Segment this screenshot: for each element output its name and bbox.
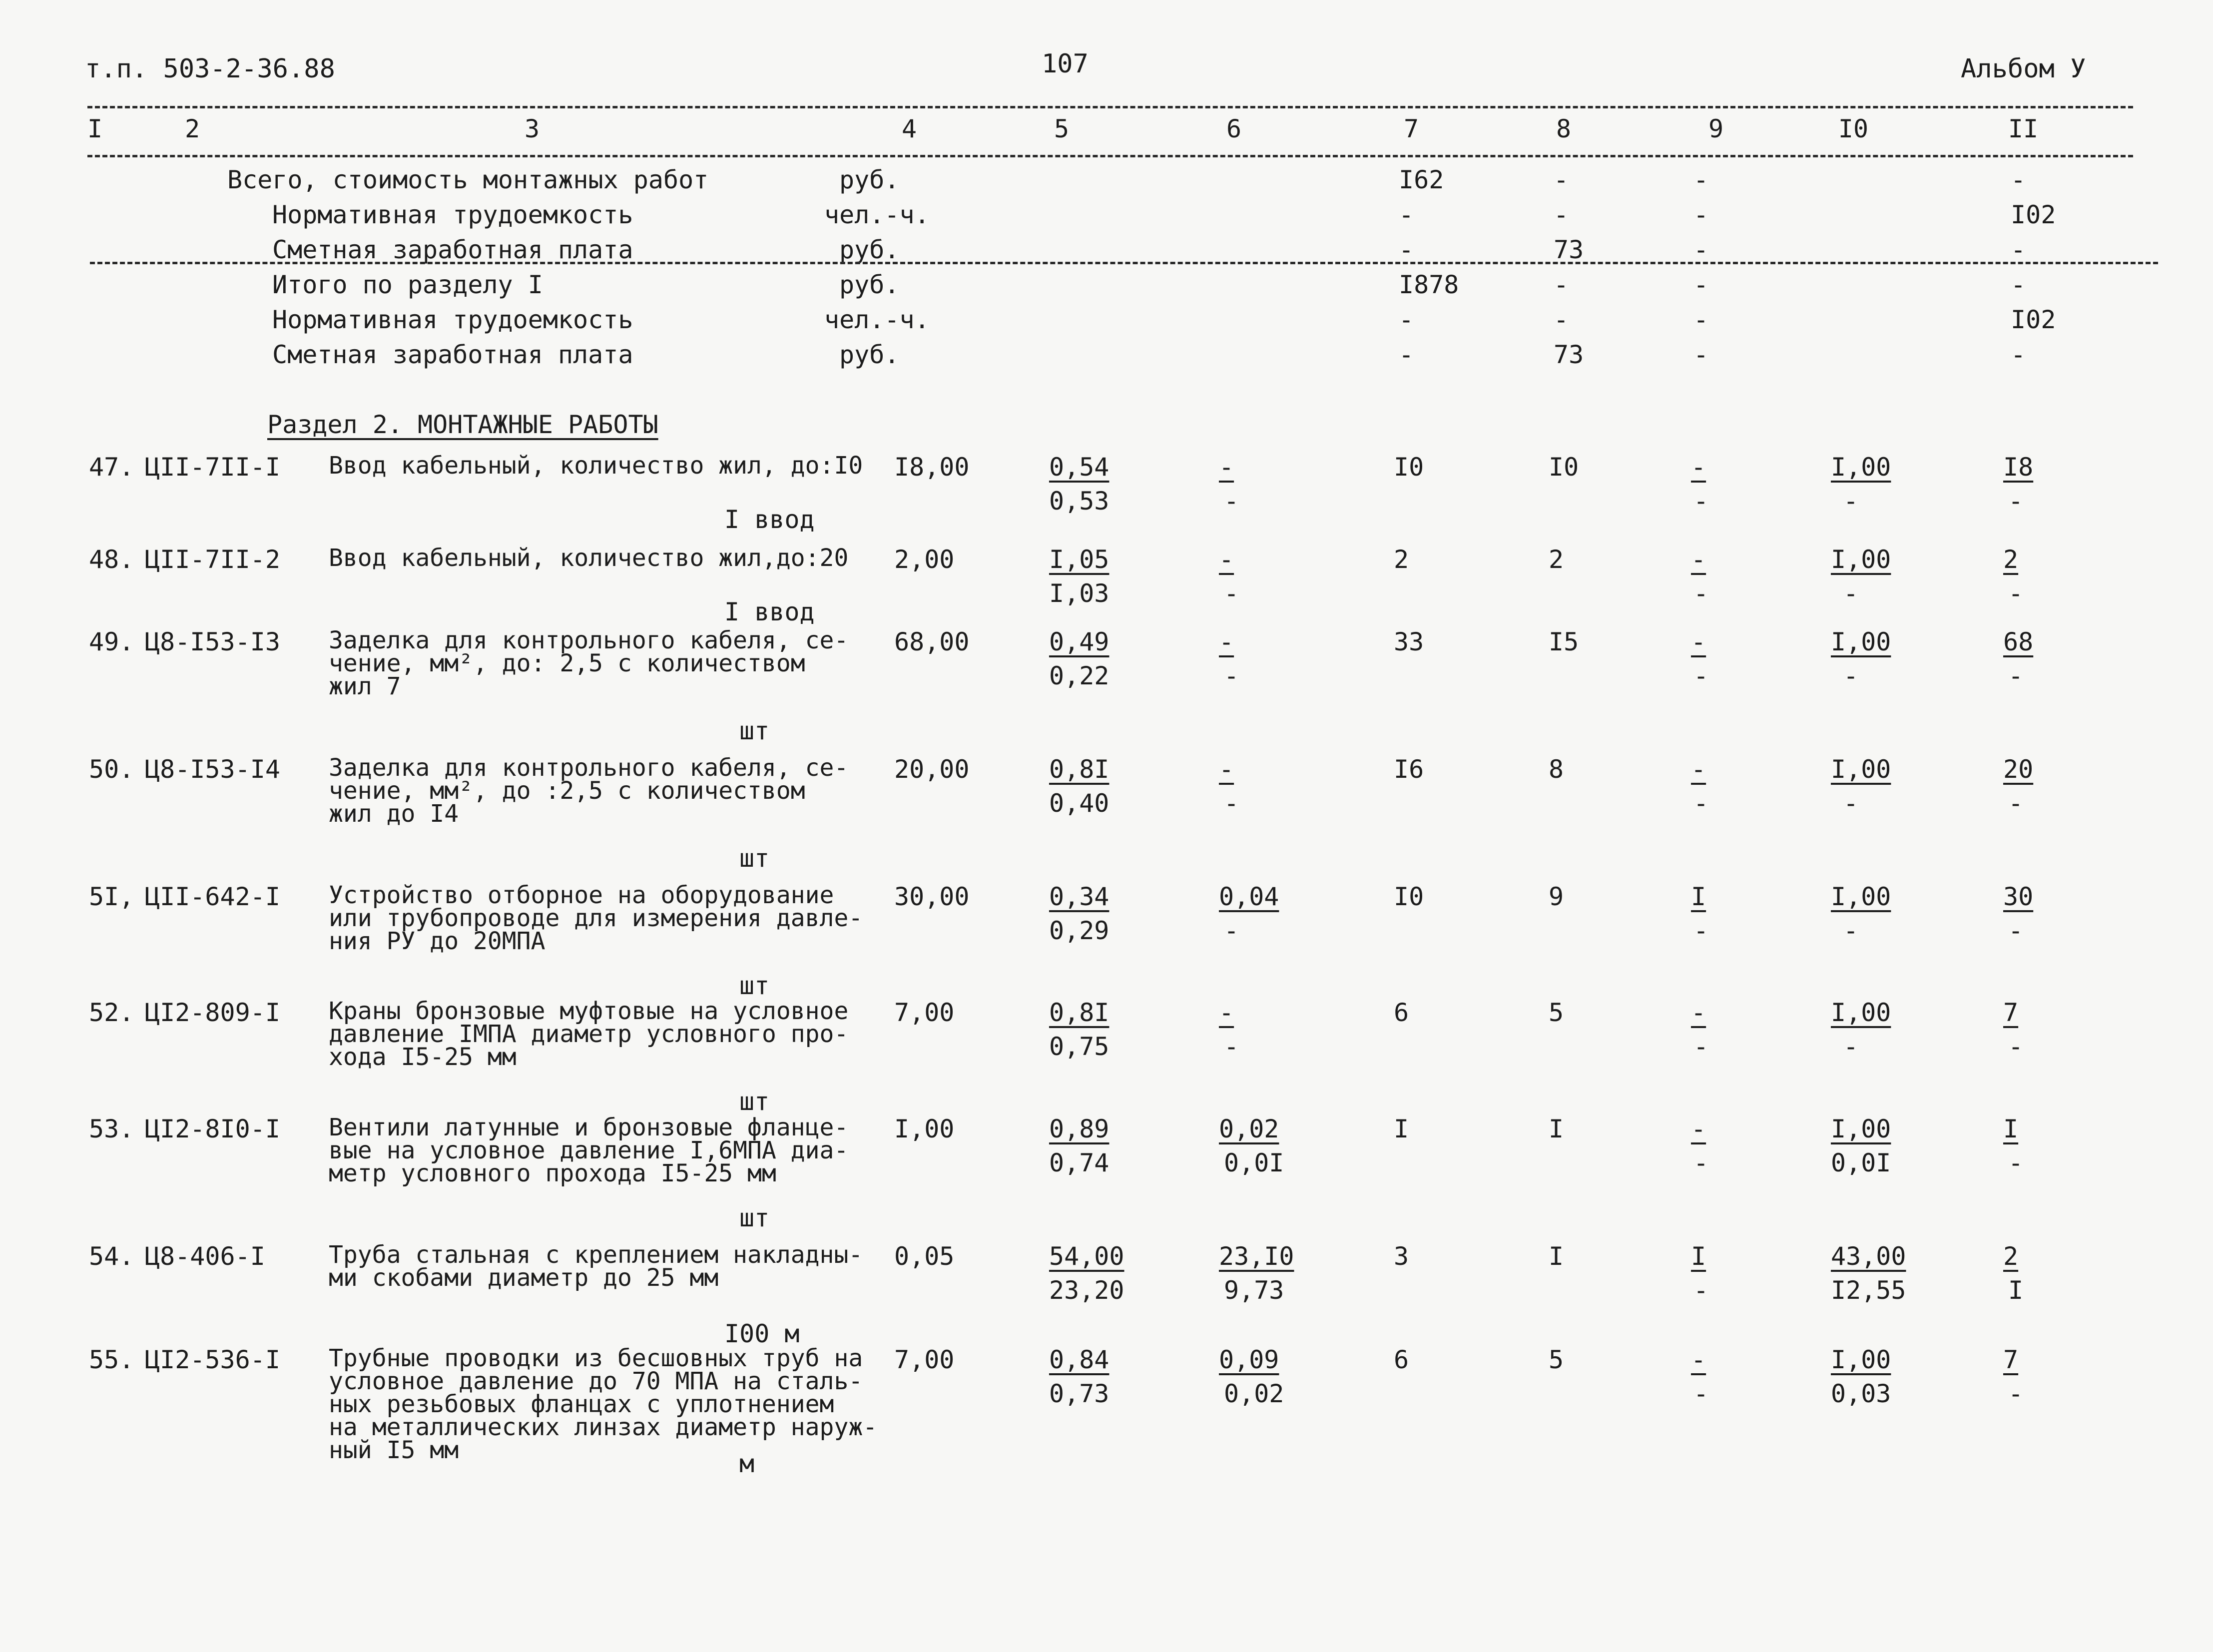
- row-col9-bottom: -: [1693, 579, 1709, 608]
- row-col9-bottom: -: [1693, 916, 1709, 945]
- summary-col9: -: [1693, 305, 1709, 334]
- summary-unit: чел.-ч.: [824, 305, 930, 334]
- row-col7: 6: [1394, 1345, 1409, 1374]
- summary-col9: -: [1693, 165, 1709, 194]
- row-col7: 6: [1394, 998, 1409, 1027]
- row-col7: 33: [1394, 627, 1424, 656]
- row-description: Вентили латунные и бронзовые фланце- вые на условное давление I,6МПА диа- метр условного прохода I5-25 мм: [329, 1113, 849, 1187]
- row-col6-bottom: 0,02: [1224, 1379, 1284, 1408]
- row-col5-bottom: 23,20: [1049, 1276, 1124, 1305]
- row-col6-bottom: -: [1224, 1032, 1239, 1061]
- row-col7: I6: [1394, 755, 1424, 784]
- row-col5-bottom: 0,22: [1049, 661, 1109, 690]
- summary-divider: [90, 262, 2158, 264]
- summary-unit: руб.: [839, 235, 900, 264]
- summary-col7: -: [1399, 340, 1414, 369]
- summary-unit: руб.: [839, 165, 900, 194]
- row-col5-top: 54,00: [1049, 1242, 1124, 1271]
- row-col5-bottom: I,03: [1049, 579, 1109, 608]
- row-col5-bottom: 0,74: [1049, 1148, 1109, 1177]
- row-col10-top: I,00: [1831, 545, 1891, 574]
- row-col9-top: -: [1691, 1114, 1706, 1143]
- row-col11-bottom: -: [2008, 789, 2024, 818]
- row-col10-bottom: -: [1843, 661, 1859, 690]
- row-col11-top: 68: [2003, 627, 2034, 656]
- summary-col11: I02: [2011, 305, 2056, 334]
- row-col11-top: 2: [2003, 1242, 2019, 1271]
- column-header-10: I0: [1838, 114, 1869, 143]
- row-col6-bottom: 9,73: [1224, 1276, 1284, 1305]
- row-col10-bottom: -: [1843, 579, 1859, 608]
- row-code: ЦII-7II-I: [145, 453, 280, 482]
- summary-col8: -: [1554, 200, 1569, 229]
- row-col5-bottom: 0,73: [1049, 1379, 1109, 1408]
- row-col5-bottom: 0,75: [1049, 1032, 1109, 1061]
- row-col10-top: I,00: [1831, 755, 1891, 784]
- row-number: 53.: [89, 1114, 134, 1143]
- row-col11-top: I: [2003, 1114, 2019, 1143]
- column-header-7: 7: [1403, 114, 1419, 143]
- summary-col9: -: [1693, 270, 1709, 299]
- summary-label: Нормативная трудоемкость: [272, 305, 633, 334]
- row-col10-bottom: 0,03: [1831, 1379, 1891, 1408]
- row-col11-bottom: -: [2008, 1032, 2024, 1061]
- summary-label: Всего, стоимость монтажных работ: [227, 165, 709, 194]
- row-unit: шт: [739, 971, 770, 1000]
- row-col6-top: -: [1219, 627, 1234, 656]
- row-col11-bottom: I: [2008, 1276, 2024, 1305]
- row-col7: I0: [1394, 882, 1424, 911]
- row-col10-top: I,00: [1831, 1114, 1891, 1143]
- row-col11-top: 7: [2003, 1345, 2019, 1374]
- row-col9-bottom: -: [1693, 1276, 1709, 1305]
- row-code: ЦII-7II-2: [145, 545, 280, 574]
- row-unit: шт: [739, 716, 770, 745]
- row-col5-top: 0,89: [1049, 1114, 1109, 1143]
- row-col10-bottom: 0,0I: [1831, 1148, 1891, 1177]
- column-header-2: 2: [184, 114, 200, 143]
- row-quantity: 68,00: [894, 627, 970, 656]
- row-quantity: 7,00: [894, 1345, 955, 1374]
- summary-unit: руб.: [839, 340, 900, 369]
- row-description: Трубные проводки из бесшовных труб на условное давление до 70 МПА на сталь- ных резьбовых фланцах с уплотнением на металлических линзах диаметр наруж- ный I5 мм: [329, 1344, 878, 1464]
- row-col9-top: I: [1691, 882, 1706, 911]
- row-col11-top: 30: [2003, 882, 2034, 911]
- row-number: 55.: [89, 1345, 134, 1374]
- row-col9-top: -: [1691, 627, 1706, 656]
- row-col11-top: 2: [2003, 545, 2019, 574]
- row-col6-top: -: [1219, 545, 1234, 574]
- page-number: 107: [1042, 49, 1089, 79]
- row-description: Ввод кабельный, количество жил,до:20: [329, 544, 849, 572]
- row-unit: I ввод: [724, 505, 815, 534]
- row-col7: I0: [1394, 453, 1424, 482]
- row-col8: I0: [1549, 453, 1579, 482]
- row-col6-top: 0,02: [1219, 1114, 1279, 1143]
- row-col9-bottom: -: [1693, 1379, 1709, 1408]
- column-header-3: 3: [524, 114, 540, 143]
- summary-col9: -: [1693, 340, 1709, 369]
- row-quantity: 2,00: [894, 545, 955, 574]
- row-unit: I ввод: [724, 597, 815, 626]
- row-col5-bottom: 0,40: [1049, 789, 1109, 818]
- row-col5-top: 0,49: [1049, 627, 1109, 656]
- row-unit: шт: [739, 1203, 770, 1232]
- summary-label: Сметная заработная плата: [272, 235, 633, 264]
- row-col5-bottom: 0,29: [1049, 916, 1109, 945]
- summary-col8: 73: [1554, 235, 1584, 264]
- row-number: 54.: [89, 1242, 134, 1271]
- row-col10-bottom: -: [1843, 789, 1859, 818]
- row-col10-top: I,00: [1831, 627, 1891, 656]
- row-code: ЦII-642-I: [145, 882, 280, 911]
- row-col8: 5: [1549, 1345, 1564, 1374]
- row-col9-top: -: [1691, 545, 1706, 574]
- row-col5-top: 0,8I: [1049, 755, 1109, 784]
- row-col9-top: -: [1691, 1345, 1706, 1374]
- row-col5-top: 0,54: [1049, 453, 1109, 482]
- row-col9-bottom: -: [1693, 487, 1709, 516]
- row-col6-bottom: -: [1224, 579, 1239, 608]
- document-code: т.п. 503-2-36.88: [85, 54, 335, 84]
- column-header-11: II: [2008, 114, 2039, 143]
- row-col7: 2: [1394, 545, 1409, 574]
- row-col8: 8: [1549, 755, 1564, 784]
- row-quantity: 30,00: [894, 882, 970, 911]
- row-code: ЦI2-809-I: [145, 998, 280, 1027]
- row-col8: 5: [1549, 998, 1564, 1027]
- row-description: Устройство отборное на оборудование или трубопроводе для измерения давле- ния РУ до 20МПА: [329, 881, 863, 955]
- row-description: Заделка для контрольного кабеля, се- чение, мм², до: 2,5 с количеством жил 7: [329, 626, 849, 700]
- row-col6-bottom: 0,0I: [1224, 1148, 1284, 1177]
- row-code: Ц8-I53-I4: [145, 755, 280, 784]
- row-col6-top: 0,04: [1219, 882, 1279, 911]
- row-code: ЦI2-536-I: [145, 1345, 280, 1374]
- row-number: 47.: [89, 453, 134, 482]
- row-col10-bottom: -: [1843, 487, 1859, 516]
- column-header-6: 6: [1226, 114, 1242, 143]
- row-col9-bottom: -: [1693, 661, 1709, 690]
- summary-col7: I878: [1399, 270, 1459, 299]
- row-number: 50.: [89, 755, 134, 784]
- row-col7: I: [1394, 1114, 1409, 1143]
- row-col9-bottom: -: [1693, 789, 1709, 818]
- row-description: Труба стальная с креплением накладны- ми скобами диаметр до 25 мм: [329, 1241, 863, 1292]
- row-col8: I5: [1549, 627, 1579, 656]
- column-header-5: 5: [1054, 114, 1070, 143]
- row-number: 49.: [89, 627, 134, 656]
- row-col6-bottom: -: [1224, 661, 1239, 690]
- row-col6-top: -: [1219, 755, 1234, 784]
- row-description: Ввод кабельный, количество жил, до:I0: [329, 452, 863, 480]
- row-unit: м: [739, 1449, 755, 1478]
- column-header-9: 9: [1708, 114, 1724, 143]
- row-col8: I: [1549, 1242, 1564, 1271]
- summary-col7: -: [1399, 305, 1414, 334]
- summary-col11: -: [2011, 235, 2026, 264]
- row-col5-bottom: 0,53: [1049, 487, 1109, 516]
- row-description: Заделка для контрольного кабеля, се- чение, мм², до :2,5 с количеством жил до I4: [329, 754, 849, 828]
- section-title: Раздел 2. МОНТАЖНЫЕ РАБОТЫ: [267, 410, 658, 439]
- row-number: 48.: [89, 545, 134, 574]
- row-col9-top: -: [1691, 998, 1706, 1027]
- row-number: 52.: [89, 998, 134, 1027]
- row-col11-top: I8: [2003, 453, 2034, 482]
- row-quantity: I,00: [894, 1114, 955, 1143]
- row-col9-bottom: -: [1693, 1148, 1709, 1177]
- row-col11-top: 20: [2003, 755, 2034, 784]
- column-header-1: I: [87, 114, 103, 143]
- summary-col9: -: [1693, 200, 1709, 229]
- summary-col7: -: [1399, 200, 1414, 229]
- row-col6-top: 23,I0: [1219, 1242, 1294, 1271]
- row-col10-top: I,00: [1831, 1345, 1891, 1374]
- row-col5-top: 0,84: [1049, 1345, 1109, 1374]
- row-col10-top: I,00: [1831, 453, 1891, 482]
- row-col6-bottom: -: [1224, 916, 1239, 945]
- summary-col8: -: [1554, 165, 1569, 194]
- album-label: Альбом У: [1961, 54, 2086, 84]
- summary-label: Сметная заработная плата: [272, 340, 633, 369]
- row-col11-bottom: -: [2008, 661, 2024, 690]
- row-col11-bottom: -: [2008, 579, 2024, 608]
- row-col8: I: [1549, 1114, 1564, 1143]
- row-col9-top: -: [1691, 453, 1706, 482]
- row-quantity: 0,05: [894, 1242, 955, 1271]
- row-code: ЦI2-8I0-I: [145, 1114, 280, 1143]
- row-code: Ц8-I53-I3: [145, 627, 280, 656]
- row-col6-bottom: -: [1224, 487, 1239, 516]
- row-description: Краны бронзовые муфтовые на условное давление IМПА диаметр условного про- хода I5-25 мм: [329, 997, 849, 1071]
- row-col6-top: -: [1219, 998, 1234, 1027]
- row-col11-bottom: -: [2008, 916, 2024, 945]
- row-col6-top: -: [1219, 453, 1234, 482]
- column-header-8: 8: [1556, 114, 1572, 143]
- summary-col11: -: [2011, 165, 2026, 194]
- summary-unit: чел.-ч.: [824, 200, 930, 229]
- row-col10-bottom: -: [1843, 1032, 1859, 1061]
- row-col9-top: I: [1691, 1242, 1706, 1271]
- summary-col7: I62: [1399, 165, 1444, 194]
- summary-col8: -: [1554, 270, 1569, 299]
- row-col8: 2: [1549, 545, 1564, 574]
- row-col6-top: 0,09: [1219, 1345, 1279, 1374]
- row-col9-bottom: -: [1693, 1032, 1709, 1061]
- column-header-4: 4: [901, 114, 917, 143]
- row-col10-top: I,00: [1831, 998, 1891, 1027]
- summary-col8: -: [1554, 305, 1569, 334]
- row-col5-top: I,05: [1049, 545, 1109, 574]
- row-col11-bottom: -: [2008, 1148, 2024, 1177]
- row-col10-bottom: -: [1843, 916, 1859, 945]
- summary-col11: -: [2011, 270, 2026, 299]
- row-col5-top: 0,8I: [1049, 998, 1109, 1027]
- summary-label: Итого по разделу I: [272, 270, 543, 299]
- row-col6-bottom: -: [1224, 789, 1239, 818]
- row-unit: I00 м: [724, 1319, 800, 1348]
- row-col11-top: 7: [2003, 998, 2019, 1027]
- row-number: 5I,: [89, 882, 134, 911]
- summary-unit: руб.: [839, 270, 900, 299]
- row-quantity: 20,00: [894, 755, 970, 784]
- row-col9-top: -: [1691, 755, 1706, 784]
- header-rule-top: [87, 106, 2133, 108]
- row-col11-bottom: -: [2008, 1379, 2024, 1408]
- summary-col9: -: [1693, 235, 1709, 264]
- summary-col7: -: [1399, 235, 1414, 264]
- row-col8: 9: [1549, 882, 1564, 911]
- row-quantity: I8,00: [894, 453, 970, 482]
- row-col10-top: I,00: [1831, 882, 1891, 911]
- summary-col11: -: [2011, 340, 2026, 369]
- row-col10-top: 43,00: [1831, 1242, 1906, 1271]
- row-col7: 3: [1394, 1242, 1409, 1271]
- header-rule-bottom: [87, 155, 2133, 157]
- row-quantity: 7,00: [894, 998, 955, 1027]
- summary-col11: I02: [2011, 200, 2056, 229]
- row-col10-bottom: I2,55: [1831, 1276, 1906, 1305]
- summary-label: Нормативная трудоемкость: [272, 200, 633, 229]
- row-col5-top: 0,34: [1049, 882, 1109, 911]
- row-unit: шт: [739, 844, 770, 873]
- row-unit: шт: [739, 1087, 770, 1116]
- row-col11-bottom: -: [2008, 487, 2024, 516]
- row-code: Ц8-406-I: [145, 1242, 265, 1271]
- summary-col8: 73: [1554, 340, 1584, 369]
